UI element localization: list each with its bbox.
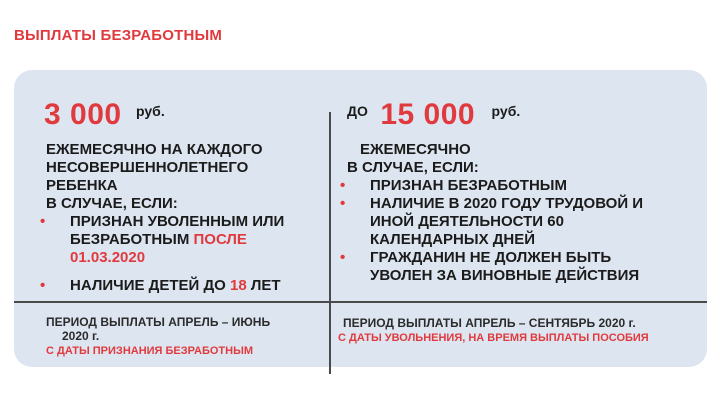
condition-highlight: 18 xyxy=(229,277,247,294)
list-item xyxy=(40,277,320,295)
condition-text: ПРИЗНАН БЕЗРАБОТНЫМ xyxy=(370,177,567,194)
right-since: С ДАТЫ УВОЛЬНЕНИЯ, НА ВРЕМЯ ВЫПЛАТЫ ПОСОБИЯ xyxy=(338,332,649,344)
page-title: ВЫПЛАТЫ БЕЗРАБОТНЫМ xyxy=(14,27,223,44)
condition-highlight: ПОСЛЕ xyxy=(193,231,247,248)
left-amount-row xyxy=(44,98,165,132)
condition-text xyxy=(70,231,320,249)
left-desc-line: НЕСОВЕРШЕННОЛЕТНЕГО xyxy=(46,159,249,176)
bullet-icon: • xyxy=(40,277,46,294)
left-amount: 3 000 xyxy=(44,98,122,131)
condition-text: ИНОЙ ДЕЯТЕЛЬНОСТИ 60 xyxy=(370,213,564,230)
right-description xyxy=(347,141,677,177)
period-year: 2020 г. xyxy=(62,329,100,343)
list-item xyxy=(340,177,670,195)
condition-text: УВОЛЕН ЗА ВИНОВНЫЕ ДЕЙСТВИЯ xyxy=(370,267,640,284)
left-description xyxy=(46,141,316,213)
list-item xyxy=(340,249,670,285)
condition-text-part: НАЛИЧИЕ ДЕТЕЙ ДО xyxy=(70,277,230,294)
list-item xyxy=(40,213,320,267)
condition-text: КАЛЕНДАРНЫХ ДНЕЙ xyxy=(370,231,536,248)
left-desc-line: ЕЖЕМЕСЯЧНО НА КАЖДОГО xyxy=(46,141,263,158)
bullet-icon: • xyxy=(340,249,346,266)
left-desc-line: В СЛУЧАЕ, ЕСЛИ: xyxy=(46,195,178,212)
bullet-icon: • xyxy=(40,213,46,230)
period-text: ПЕРИОД ВЫПЛАТЫ АПРЕЛЬ – ИЮНЬ xyxy=(46,315,271,329)
left-unit: руб. xyxy=(136,103,165,119)
right-conditions-list xyxy=(340,177,670,285)
condition-text-part: ЛЕТ xyxy=(246,277,281,294)
condition-text: ГРАЖДАНИН НЕ ДОЛЖЕН БЫТЬ xyxy=(370,249,612,266)
right-amount-row xyxy=(347,98,520,132)
condition-text-part: БЕЗРАБОТНЫМ xyxy=(70,231,194,248)
left-since: С ДАТЫ ПРИЗНАНИЯ БЕЗРАБОТНЫМ xyxy=(46,345,254,357)
right-desc-line: В СЛУЧАЕ, ЕСЛИ: xyxy=(347,159,479,176)
column-divider xyxy=(329,112,331,374)
condition-text: НАЛИЧИЕ В 2020 ГОДУ ТРУДОВОЙ И xyxy=(370,195,644,212)
period-divider xyxy=(14,301,707,303)
bullet-icon: • xyxy=(340,177,346,194)
condition-date: 01.03.2020 xyxy=(70,249,146,266)
left-desc-line: РЕБЕНКА xyxy=(46,177,118,194)
right-unit: руб. xyxy=(491,103,521,119)
right-desc-line: ЕЖЕМЕСЯЧНО xyxy=(360,141,471,158)
left-period xyxy=(46,315,316,343)
left-conditions-list xyxy=(40,213,320,295)
right-amount: 15 000 xyxy=(380,98,476,131)
right-prefix: ДО xyxy=(347,103,368,119)
condition-text: ПРИЗНАН УВОЛЕННЫМ ИЛИ xyxy=(70,213,285,230)
right-period: ПЕРИОД ВЫПЛАТЫ АПРЕЛЬ – СЕНТЯБРЬ 2020 г. xyxy=(343,316,636,330)
bullet-icon: • xyxy=(340,195,346,212)
list-item xyxy=(340,195,670,249)
